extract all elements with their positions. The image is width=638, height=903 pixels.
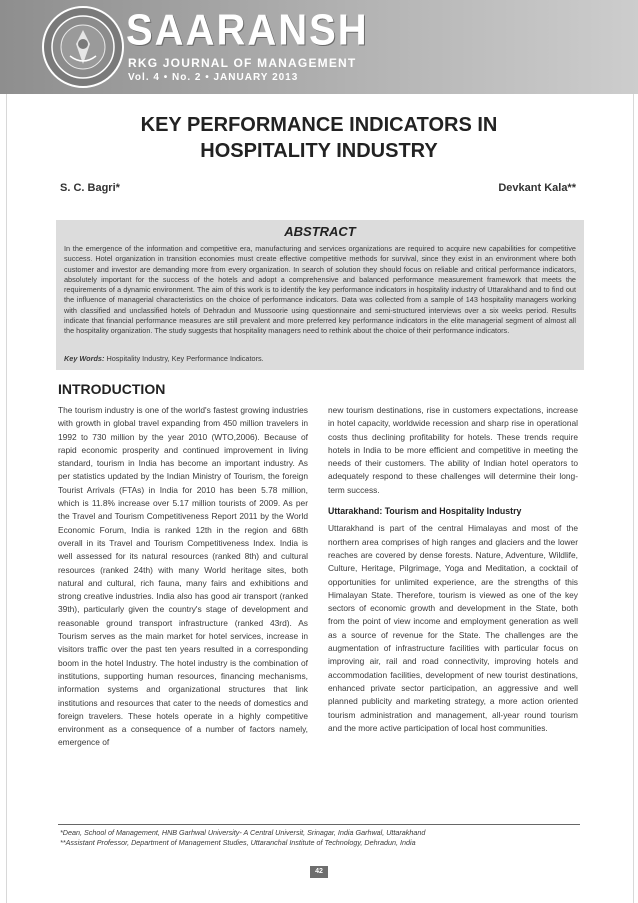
right-column-paragraph-2: Uttarakhand is part of the central Himalayas and most of the northern area comprises of high ranges and glaciers and the lower reaches are covered by dense forests. Nature, Adventure, Wildlife, Culture, Heritage, Pilgrimage, Yoga and Meditation, a cocktail of opportunities for unlimited experience, are the strengths of this Himalayan State. Therefore, tourism is viewed as one of the key sectors of economic growth and development in the State, both from the point of view income and employment generation as well as a source of revenue for the State. The challenges are the augmentation of infrastructure facilities with particular focus on improving air, rail and road connectivity, improving hotels and accommodation facilities, development of new tourist destinations, enhanced private sector participation, an aggressive and well planned publicity and marketing strategy, a more action oriented tourism administration and management, all-year round tourism and the more active participation of local host communities.: [328, 523, 578, 733]
university-seal-icon: [40, 4, 126, 90]
uttarakhand-subheading: Uttarakhand: Tourism and Hospitality Industry: [328, 506, 522, 517]
right-column-paragraph-1: new tourism destinations, rise in customers expectations, increase in hotel capacity, worldwide recession and sharp rise in operational costs thus declining profitability for hotels. These trends require hotels in India to be more efficient and competitive in meeting the needs of their customers. The ability of Indian hotel operators to adequately respond to these challenges will determine their long-term success.: [328, 405, 578, 495]
journal-subtitle: RKG JOURNAL OF MANAGEMENT: [128, 56, 357, 70]
left-column: [58, 404, 308, 750]
page-number: 42: [310, 866, 328, 878]
article-title-line2: HOSPITALITY INDUSTRY: [200, 140, 438, 162]
abstract-text: In the emergence of the information and competitive era, manufacturing and services organizations are required to acquire new capabilities for competitive success. Hotel organization in transition economies must create effective competitive methods for survival, since they exist in an environment where both customer and investor are demanding more from every organization. In search of solution they should focus on reliable and critical performance indicators, absolutely important for the success of the hotels and adopt a comprehensive and balanced performance measurement framework that meets the requirements of a dynamic environment. The aim of this work is to identify the key performance indicators in hospitality industry of Uttarakhand and to find out the influence of managerial characteristics on the choice of performance indicators. Data was collected from a sample of 143 hospitality managers working with classified and unclassified hotels of Dehradun and Mussoorie using questionnaire and semi-structured interviews over a six weeks period. Results indicate that financial performance measures are still prevalent and more preferred key performance indicators in the elite managerial segment of almost all the hospitality organization. The study suggests that hospitality managers need to rethink about the choice of their performance indicators.: [64, 244, 576, 336]
footnote-assistant-professor: **Assistant Professor, Department of Management Studies, Uttaranchal Institute of Technology, Dehradun, India: [60, 838, 416, 847]
footnotes: [60, 828, 580, 848]
abstract-box: [56, 220, 584, 370]
article-title: [0, 112, 638, 164]
keywords: [64, 354, 576, 363]
journal-issue: Vol. 4 • No. 2 • JANUARY 2013: [128, 72, 299, 83]
abstract-heading: ABSTRACT: [284, 224, 356, 239]
journal-banner: [0, 0, 638, 94]
author-secondary: Devkant Kala**: [498, 182, 576, 194]
keywords-label: Key Words:: [64, 354, 105, 363]
introduction-heading: INTRODUCTION: [58, 381, 166, 397]
article-title-line1: KEY PERFORMANCE INDICATORS IN: [140, 114, 498, 136]
journal-name: SAARANSH: [126, 6, 369, 55]
left-column-paragraph: The tourism industry is one of the world's fastest growing industries with growth in global travel expanding from 450 million travelers in 1992 to 730 million by the year 2010 (WTO,2006). Because of rapid economic prosperity and continued improvement in living standard, tourism in India has become an important industry. As per statistics updated by the Indian Ministry of Tourism, the foreign Tourist Arrivals (FTAs) in India for 2010 has been 5.78 million, which is 11.8% increase over 5.17 million tourists of 2009. As per the Travel and Tourism Competitiveness Report 2011 by the World Economic Forum, India is ranked 12th in the region and 68th overall in its Travel and Tourism Competitiveness Index. India is well assessed for its natural resources (ranked 8th) and cultural resources (ranked 24th) with many World heritage sites, both natural and cultural, rich fauna, many fairs and exhibitions and strong creative industries. India also has good air transport (ranked 39th), particularly given the country's stage of development and reasonable ground transport infrastructure (ranked 43rd). As Tourism serves as the main market for hotel services, increase in visitors traffic over the past ten years resulted in a corresponding boom in the hotel Industry. The hotel industry is the combination of institutions, supporting human resources, financing mechanisms, information systems and organizational structures that link institutions and resources that cater to the needs of domestics and foreign travelers. These hotels operate in a highly competitive environment as a consequence of a number of factors namely, emergence of: [58, 405, 308, 748]
author-primary: S. C. Bagri*: [60, 182, 120, 194]
footnote-divider: [58, 824, 580, 825]
keywords-value: Hospitality Industry, Key Performance Indicators.: [106, 354, 264, 363]
right-column: [328, 404, 578, 735]
footnote-dean: *Dean, School of Management, HNB Garhwal University- A Central Universit, Srinagar, India Garhwal, Uttarakhand: [60, 828, 426, 837]
